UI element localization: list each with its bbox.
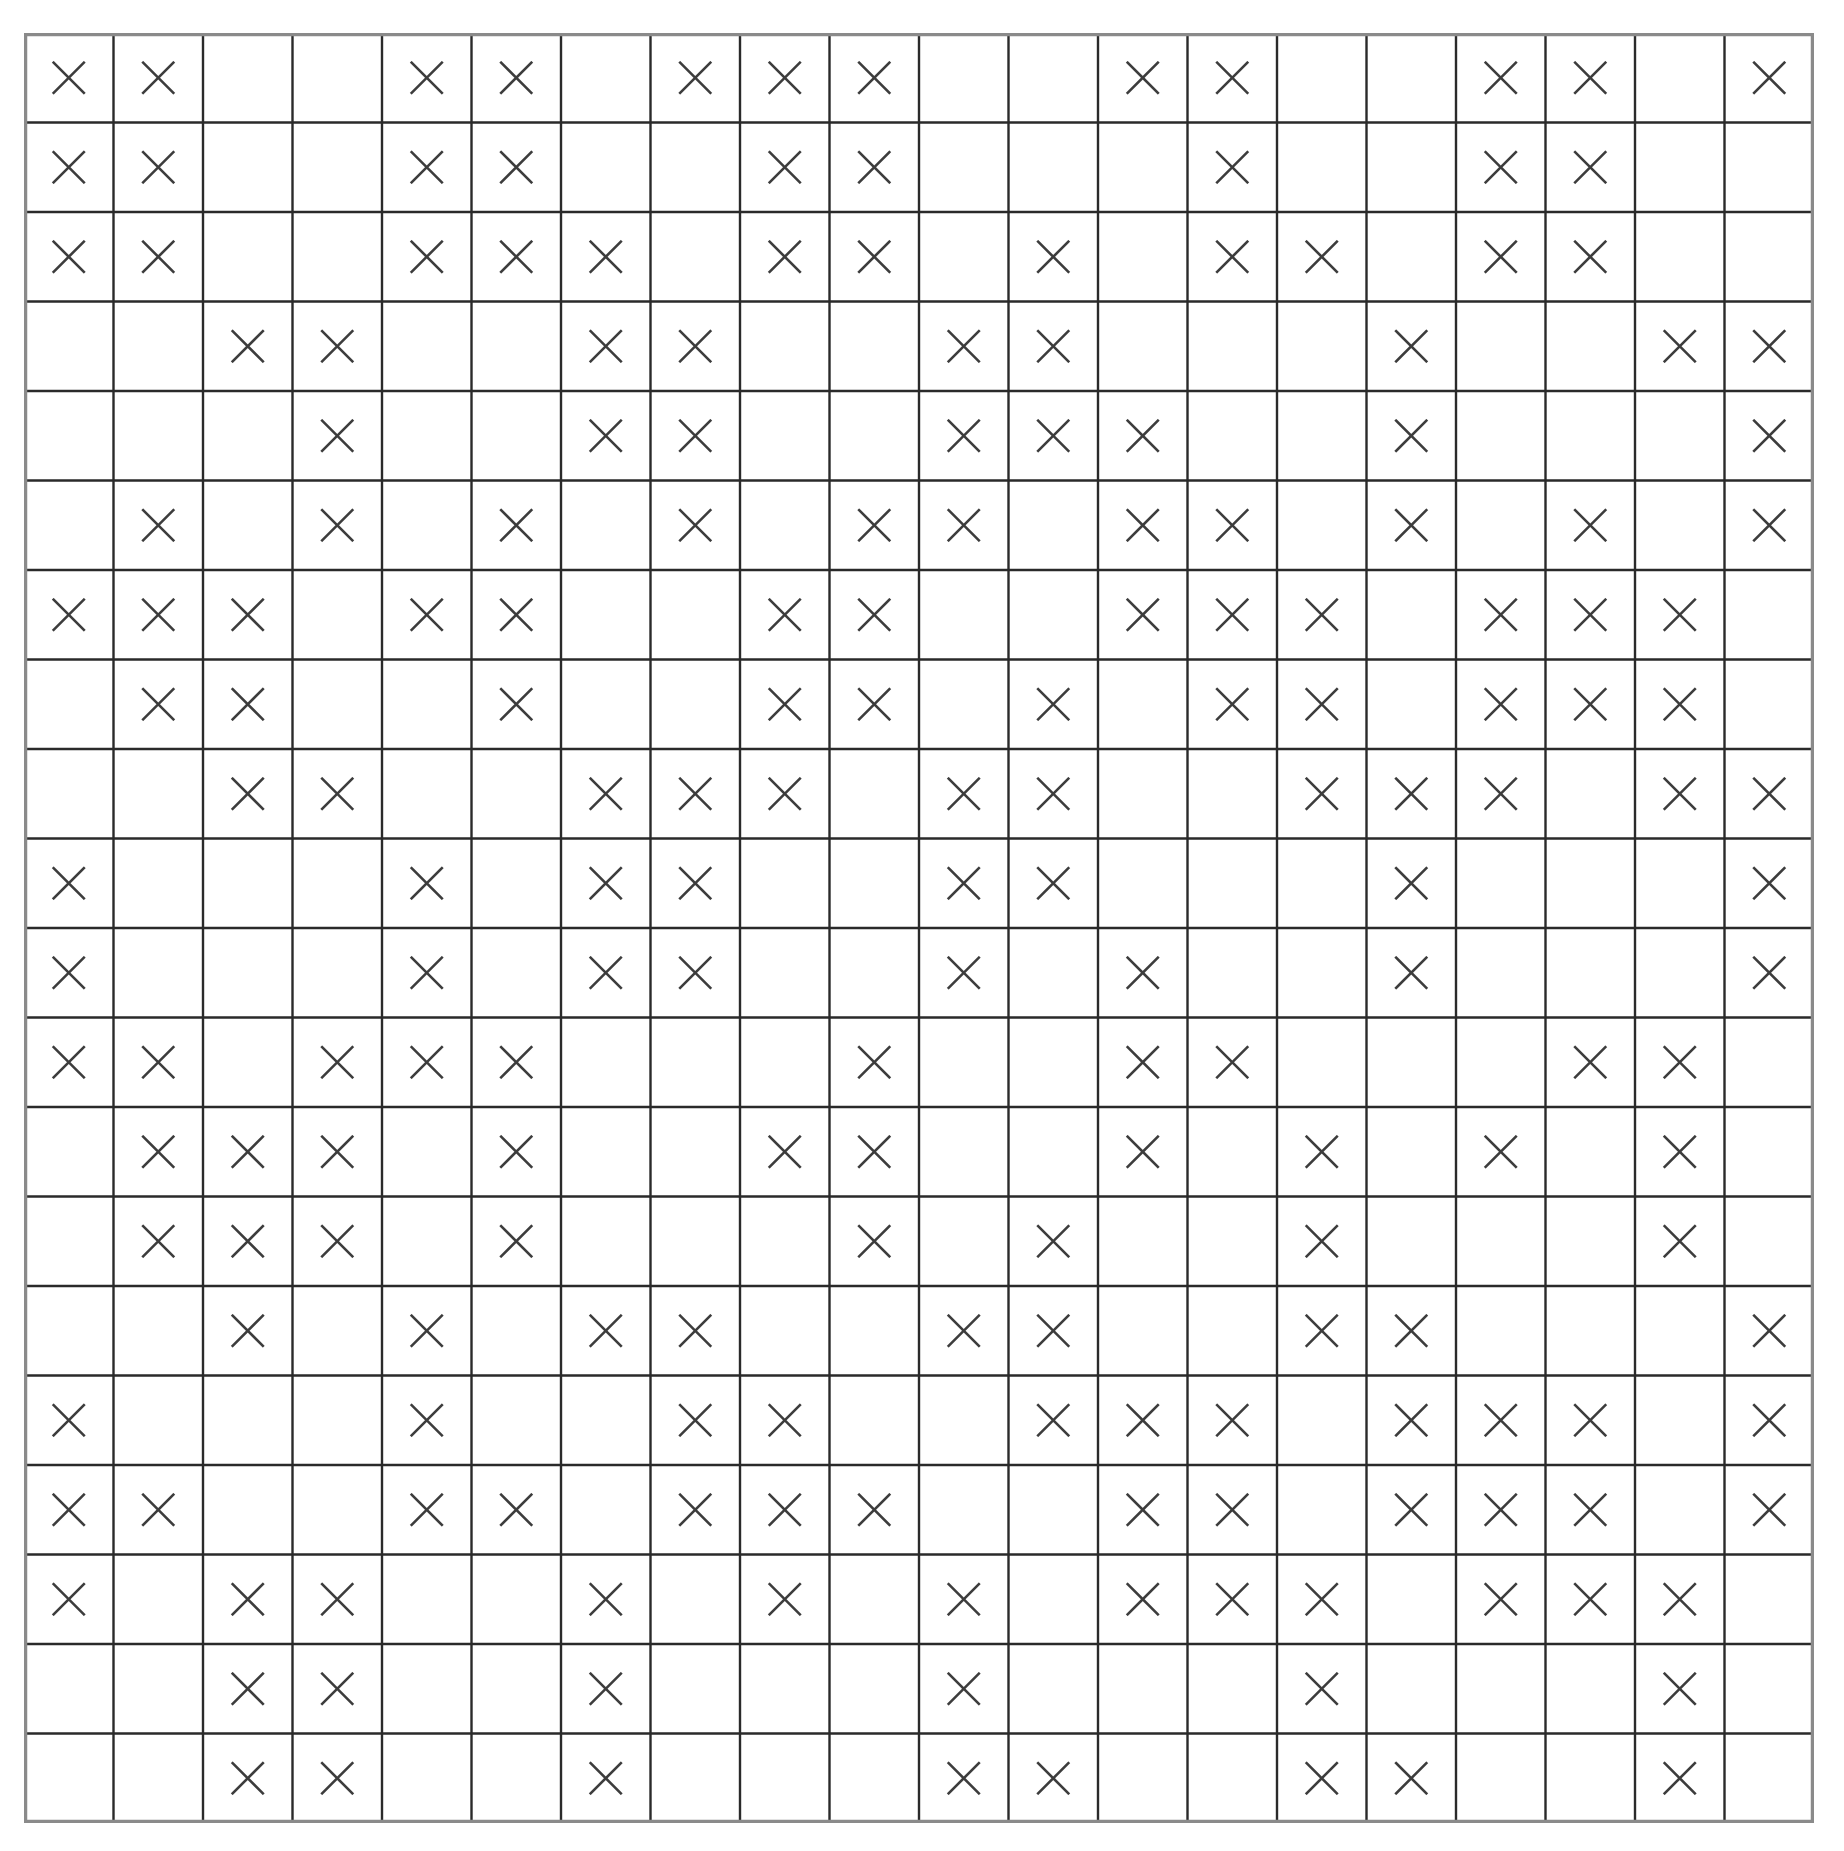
board-cell-r18-c10[interactable] xyxy=(830,1555,920,1645)
board-cell-r13-c12[interactable] xyxy=(1009,1107,1099,1197)
board-cell-r12-c7[interactable] xyxy=(561,1018,651,1108)
board-cell-r5-c18[interactable] xyxy=(1546,391,1636,481)
board-cell-r20-c17[interactable] xyxy=(1456,1734,1546,1824)
board-cell-r19-c2[interactable] xyxy=(114,1644,204,1734)
board-cell-r10-c2[interactable] xyxy=(114,839,204,929)
board-cell-r12-c17[interactable] xyxy=(1456,1018,1546,1108)
board-cell-r5-c1[interactable] xyxy=(24,391,114,481)
board-cell-r16-c15[interactable] xyxy=(1277,1376,1367,1466)
board-cell-r10-c10[interactable] xyxy=(830,839,920,929)
game-board xyxy=(24,33,1814,1823)
board-cell-r3-c13[interactable] xyxy=(1098,212,1188,302)
board-cell-r2-c16[interactable] xyxy=(1367,123,1457,213)
board-cell-r2-c20[interactable] xyxy=(1725,123,1815,213)
board-cell-r16-c6[interactable] xyxy=(472,1376,562,1466)
board-cell-r19-c18[interactable] xyxy=(1546,1644,1636,1734)
board-cell-r2-c3[interactable] xyxy=(203,123,293,213)
board-cell-r19-c1[interactable] xyxy=(24,1644,114,1734)
board-cell-r18-c6[interactable] xyxy=(472,1555,562,1645)
board-cell-r5-c10[interactable] xyxy=(830,391,920,481)
board-cell-r11-c2[interactable] xyxy=(114,928,204,1018)
board-cell-r11-c3[interactable] xyxy=(203,928,293,1018)
board-cell-r6-c12[interactable] xyxy=(1009,481,1099,571)
board-cell-r20-c9[interactable] xyxy=(740,1734,830,1824)
board-cell-r5-c14[interactable] xyxy=(1188,391,1278,481)
board-cell-r2-c8[interactable] xyxy=(651,123,741,213)
board-cell-r20-c13[interactable] xyxy=(1098,1734,1188,1824)
board-cell-r15-c10[interactable] xyxy=(830,1286,920,1376)
board-cell-r11-c19[interactable] xyxy=(1635,928,1725,1018)
board-cell-r1-c7[interactable] xyxy=(561,33,651,123)
board-cell-r14-c5[interactable] xyxy=(382,1197,472,1287)
board-cell-r7-c12[interactable] xyxy=(1009,570,1099,660)
board-cell-r1-c16[interactable] xyxy=(1367,33,1457,123)
board-cell-r15-c1[interactable] xyxy=(24,1286,114,1376)
board-cell-r9-c5[interactable] xyxy=(382,749,472,839)
board-cell-r10-c14[interactable] xyxy=(1188,839,1278,929)
board-cell-r7-c20[interactable] xyxy=(1725,570,1815,660)
board-cell-r17-c19[interactable] xyxy=(1635,1465,1725,1555)
board-cell-r4-c2[interactable] xyxy=(114,302,204,392)
board-cell-r18-c16[interactable] xyxy=(1367,1555,1457,1645)
board-cell-r11-c6[interactable] xyxy=(472,928,562,1018)
board-cell-r19-c13[interactable] xyxy=(1098,1644,1188,1734)
board-cell-r4-c9[interactable] xyxy=(740,302,830,392)
board-cell-r5-c17[interactable] xyxy=(1456,391,1546,481)
board-cell-r12-c20[interactable] xyxy=(1725,1018,1815,1108)
board-cell-r9-c14[interactable] xyxy=(1188,749,1278,839)
board-cell-r13-c8[interactable] xyxy=(651,1107,741,1197)
board-cell-r19-c9[interactable] xyxy=(740,1644,830,1734)
board-cell-r17-c4[interactable] xyxy=(293,1465,383,1555)
board-cell-r13-c16[interactable] xyxy=(1367,1107,1457,1197)
board-cell-r14-c8[interactable] xyxy=(651,1197,741,1287)
board-cell-r1-c12[interactable] xyxy=(1009,33,1099,123)
board-cell-r12-c3[interactable] xyxy=(203,1018,293,1108)
board-cell-r18-c20[interactable] xyxy=(1725,1555,1815,1645)
board-cell-r13-c5[interactable] xyxy=(382,1107,472,1197)
board-cell-r5-c5[interactable] xyxy=(382,391,472,481)
board-cell-r20-c5[interactable] xyxy=(382,1734,472,1824)
board-cell-r10-c19[interactable] xyxy=(1635,839,1725,929)
board-cell-r13-c11[interactable] xyxy=(919,1107,1009,1197)
board-cell-r18-c2[interactable] xyxy=(114,1555,204,1645)
board-cell-r20-c10[interactable] xyxy=(830,1734,920,1824)
board-cell-r9-c6[interactable] xyxy=(472,749,562,839)
board-cell-r19-c5[interactable] xyxy=(382,1644,472,1734)
board-cell-r14-c14[interactable] xyxy=(1188,1197,1278,1287)
board-cell-r9-c18[interactable] xyxy=(1546,749,1636,839)
board-cell-r11-c18[interactable] xyxy=(1546,928,1636,1018)
board-cell-r10-c4[interactable] xyxy=(293,839,383,929)
board-cell-r5-c2[interactable] xyxy=(114,391,204,481)
board-cell-r20-c20[interactable] xyxy=(1725,1734,1815,1824)
board-cell-r3-c8[interactable] xyxy=(651,212,741,302)
board-cell-r19-c6[interactable] xyxy=(472,1644,562,1734)
board-cell-r19-c20[interactable] xyxy=(1725,1644,1815,1734)
board-cell-r12-c12[interactable] xyxy=(1009,1018,1099,1108)
board-cell-r2-c11[interactable] xyxy=(919,123,1009,213)
board-cell-r14-c1[interactable] xyxy=(24,1197,114,1287)
board-cell-r14-c20[interactable] xyxy=(1725,1197,1815,1287)
board-cell-r3-c3[interactable] xyxy=(203,212,293,302)
board-cell-r8-c16[interactable] xyxy=(1367,660,1457,750)
board-cell-r10-c18[interactable] xyxy=(1546,839,1636,929)
board-cell-r1-c11[interactable] xyxy=(919,33,1009,123)
board-cell-r15-c17[interactable] xyxy=(1456,1286,1546,1376)
board-cell-r19-c17[interactable] xyxy=(1456,1644,1546,1734)
board-cell-r16-c7[interactable] xyxy=(561,1376,651,1466)
board-cell-r4-c15[interactable] xyxy=(1277,302,1367,392)
board-cell-r7-c7[interactable] xyxy=(561,570,651,660)
board-cell-r14-c9[interactable] xyxy=(740,1197,830,1287)
board-cell-r5-c15[interactable] xyxy=(1277,391,1367,481)
board-cell-r16-c2[interactable] xyxy=(114,1376,204,1466)
board-cell-r17-c11[interactable] xyxy=(919,1465,1009,1555)
board-cell-r5-c19[interactable] xyxy=(1635,391,1725,481)
board-cell-r16-c19[interactable] xyxy=(1635,1376,1725,1466)
board-cell-r13-c18[interactable] xyxy=(1546,1107,1636,1197)
board-cell-r2-c4[interactable] xyxy=(293,123,383,213)
board-cell-r5-c9[interactable] xyxy=(740,391,830,481)
board-cell-r13-c14[interactable] xyxy=(1188,1107,1278,1197)
board-cell-r1-c4[interactable] xyxy=(293,33,383,123)
board-cell-r7-c8[interactable] xyxy=(651,570,741,660)
board-cell-r20-c14[interactable] xyxy=(1188,1734,1278,1824)
board-cell-r8-c5[interactable] xyxy=(382,660,472,750)
board-cell-r16-c3[interactable] xyxy=(203,1376,293,1466)
board-cell-r7-c16[interactable] xyxy=(1367,570,1457,660)
board-cell-r7-c4[interactable] xyxy=(293,570,383,660)
board-cell-r15-c4[interactable] xyxy=(293,1286,383,1376)
board-cell-r19-c8[interactable] xyxy=(651,1644,741,1734)
board-cell-r6-c5[interactable] xyxy=(382,481,472,571)
board-cell-r17-c7[interactable] xyxy=(561,1465,651,1555)
board-cell-r14-c11[interactable] xyxy=(919,1197,1009,1287)
board-cell-r11-c14[interactable] xyxy=(1188,928,1278,1018)
board-cell-r6-c9[interactable] xyxy=(740,481,830,571)
board-cell-r4-c17[interactable] xyxy=(1456,302,1546,392)
board-cell-r20-c6[interactable] xyxy=(472,1734,562,1824)
board-cell-r9-c2[interactable] xyxy=(114,749,204,839)
board-cell-r10-c6[interactable] xyxy=(472,839,562,929)
board-cell-r7-c11[interactable] xyxy=(919,570,1009,660)
board-cell-r15-c13[interactable] xyxy=(1098,1286,1188,1376)
board-cell-r11-c17[interactable] xyxy=(1456,928,1546,1018)
board-cell-r13-c20[interactable] xyxy=(1725,1107,1815,1197)
board-cell-r8-c13[interactable] xyxy=(1098,660,1188,750)
board-cell-r3-c16[interactable] xyxy=(1367,212,1457,302)
board-cell-r16-c10[interactable] xyxy=(830,1376,920,1466)
board-cell-r10-c13[interactable] xyxy=(1098,839,1188,929)
board-cell-r10-c17[interactable] xyxy=(1456,839,1546,929)
board-cell-r14-c7[interactable] xyxy=(561,1197,651,1287)
board-cell-r12-c9[interactable] xyxy=(740,1018,830,1108)
board-cell-r11-c4[interactable] xyxy=(293,928,383,1018)
board-cell-r12-c16[interactable] xyxy=(1367,1018,1457,1108)
board-cell-r10-c9[interactable] xyxy=(740,839,830,929)
board-cell-r10-c3[interactable] xyxy=(203,839,293,929)
board-cell-r5-c3[interactable] xyxy=(203,391,293,481)
board-cell-r18-c8[interactable] xyxy=(651,1555,741,1645)
board-cell-r19-c16[interactable] xyxy=(1367,1644,1457,1734)
board-cell-r15-c19[interactable] xyxy=(1635,1286,1725,1376)
board-cell-r6-c17[interactable] xyxy=(1456,481,1546,571)
board-cell-r3-c11[interactable] xyxy=(919,212,1009,302)
board-cell-r20-c18[interactable] xyxy=(1546,1734,1636,1824)
board-cell-r17-c15[interactable] xyxy=(1277,1465,1367,1555)
board-cell-r8-c1[interactable] xyxy=(24,660,114,750)
board-cell-r11-c9[interactable] xyxy=(740,928,830,1018)
board-cell-r6-c1[interactable] xyxy=(24,481,114,571)
board-cell-r4-c10[interactable] xyxy=(830,302,920,392)
board-cell-r2-c7[interactable] xyxy=(561,123,651,213)
board-cell-r4-c5[interactable] xyxy=(382,302,472,392)
board-cell-r14-c13[interactable] xyxy=(1098,1197,1188,1287)
board-cell-r8-c4[interactable] xyxy=(293,660,383,750)
board-cell-r17-c3[interactable] xyxy=(203,1465,293,1555)
board-cell-r9-c10[interactable] xyxy=(830,749,920,839)
board-cell-r18-c5[interactable] xyxy=(382,1555,472,1645)
board-cell-r20-c8[interactable] xyxy=(651,1734,741,1824)
board-cell-r12-c11[interactable] xyxy=(919,1018,1009,1108)
board-cell-r13-c1[interactable] xyxy=(24,1107,114,1197)
board-cell-r14-c16[interactable] xyxy=(1367,1197,1457,1287)
board-cell-r1-c19[interactable] xyxy=(1635,33,1725,123)
grid-lines xyxy=(24,33,1814,1823)
board-cell-r20-c1[interactable] xyxy=(24,1734,114,1824)
board-cell-r15-c6[interactable] xyxy=(472,1286,562,1376)
board-cell-r9-c1[interactable] xyxy=(24,749,114,839)
board-cell-r2-c12[interactable] xyxy=(1009,123,1099,213)
board-cell-r2-c13[interactable] xyxy=(1098,123,1188,213)
board-cell-r17-c12[interactable] xyxy=(1009,1465,1099,1555)
board-cell-r8-c20[interactable] xyxy=(1725,660,1815,750)
board-cell-r16-c4[interactable] xyxy=(293,1376,383,1466)
board-cell-r11-c15[interactable] xyxy=(1277,928,1367,1018)
board-cell-r14-c18[interactable] xyxy=(1546,1197,1636,1287)
board-cell-r19-c12[interactable] xyxy=(1009,1644,1099,1734)
board-cell-r19-c10[interactable] xyxy=(830,1644,920,1734)
board-cell-r3-c19[interactable] xyxy=(1635,212,1725,302)
board-cell-r12-c15[interactable] xyxy=(1277,1018,1367,1108)
board-cell-r13-c7[interactable] xyxy=(561,1107,651,1197)
board-cell-r15-c14[interactable] xyxy=(1188,1286,1278,1376)
board-cell-r8-c7[interactable] xyxy=(561,660,651,750)
board-cell-r8-c8[interactable] xyxy=(651,660,741,750)
board-cell-r8-c11[interactable] xyxy=(919,660,1009,750)
board-cell-r4-c1[interactable] xyxy=(24,302,114,392)
board-cell-r11-c10[interactable] xyxy=(830,928,920,1018)
board-cell-r1-c15[interactable] xyxy=(1277,33,1367,123)
board-cell-r15-c9[interactable] xyxy=(740,1286,830,1376)
board-cell-r9-c13[interactable] xyxy=(1098,749,1188,839)
board-cell-r6-c19[interactable] xyxy=(1635,481,1725,571)
board-cell-r10-c15[interactable] xyxy=(1277,839,1367,929)
board-cell-r6-c3[interactable] xyxy=(203,481,293,571)
board-cell-r15-c18[interactable] xyxy=(1546,1286,1636,1376)
board-cell-r15-c2[interactable] xyxy=(114,1286,204,1376)
board-cell-r20-c2[interactable] xyxy=(114,1734,204,1824)
board-cell-r4-c14[interactable] xyxy=(1188,302,1278,392)
board-cell-r3-c20[interactable] xyxy=(1725,212,1815,302)
board-cell-r4-c6[interactable] xyxy=(472,302,562,392)
board-cell-r6-c15[interactable] xyxy=(1277,481,1367,571)
board-cell-r18-c12[interactable] xyxy=(1009,1555,1099,1645)
board-cell-r12-c8[interactable] xyxy=(651,1018,741,1108)
board-cell-r4-c13[interactable] xyxy=(1098,302,1188,392)
board-cell-r1-c3[interactable] xyxy=(203,33,293,123)
board-cell-r14-c17[interactable] xyxy=(1456,1197,1546,1287)
board-cell-r11-c12[interactable] xyxy=(1009,928,1099,1018)
board-cell-r5-c6[interactable] xyxy=(472,391,562,481)
board-cell-r3-c4[interactable] xyxy=(293,212,383,302)
board-cell-r2-c19[interactable] xyxy=(1635,123,1725,213)
board-cell-r19-c14[interactable] xyxy=(1188,1644,1278,1734)
board-cell-r6-c7[interactable] xyxy=(561,481,651,571)
board-cell-r16-c11[interactable] xyxy=(919,1376,1009,1466)
board-cell-r4-c18[interactable] xyxy=(1546,302,1636,392)
board-cell-r2-c15[interactable] xyxy=(1277,123,1367,213)
